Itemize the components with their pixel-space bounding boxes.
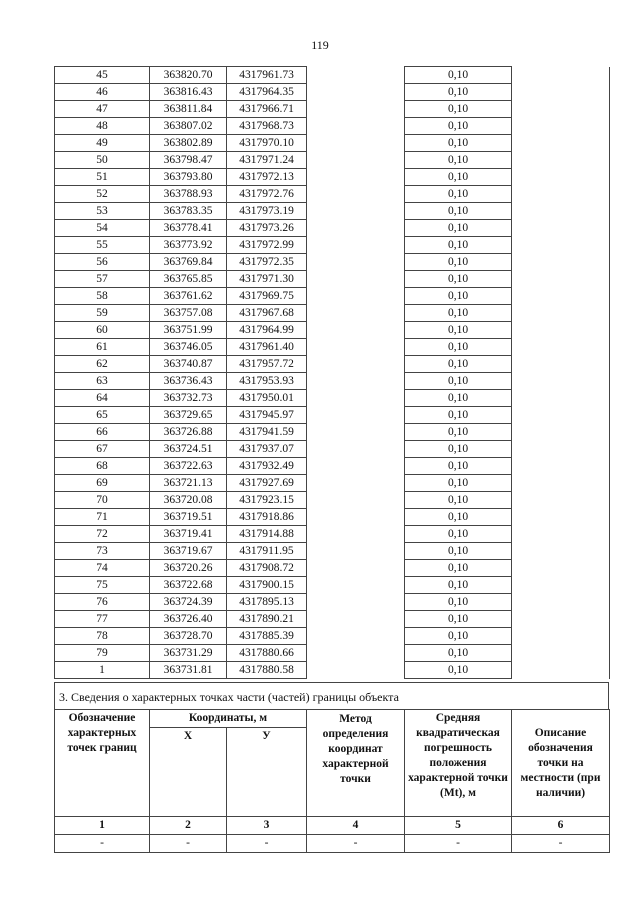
cell-y: 4317971.30 [227,271,307,288]
table-row [55,441,610,458]
cell-mt: 0,10 [405,475,512,492]
cell-y: 4317880.58 [227,662,307,679]
cell-empty [307,560,405,577]
cell-empty [307,594,405,611]
cell-mt: 0,10 [405,288,512,305]
cell-y: 4317950.01 [227,390,307,407]
table-row [55,254,610,271]
section-3-title: 3. Сведения о характерных точках части (частей) границы объекта [54,682,609,710]
cell-n: 54 [55,220,150,237]
cell-x: 363778.41 [150,220,227,237]
cell-empty [512,186,610,203]
cell-mt: 0,10 [405,101,512,118]
table-row [55,356,610,373]
cell-n: 48 [55,118,150,135]
cell-empty [512,288,610,305]
cell-empty [307,271,405,288]
cell-mt: 0,10 [405,373,512,390]
cell-empty [512,254,610,271]
cell-mt: 0,10 [405,407,512,424]
table-row [55,407,610,424]
cell-n: 68 [55,458,150,475]
cell-x: 363783.35 [150,203,227,220]
cell-mt: 0,10 [405,305,512,322]
cell-empty [307,169,405,186]
cell-empty [512,203,610,220]
cell-empty [307,492,405,509]
cell-n: 51 [55,169,150,186]
cell-empty [307,67,405,84]
cell-empty [512,220,610,237]
cell-empty [307,84,405,101]
cell-x: 363751.99 [150,322,227,339]
cell-mt: 0,10 [405,152,512,169]
cell-mt: 0,10 [405,543,512,560]
cell-empty [307,390,405,407]
col-number: 4 [307,817,405,835]
cell-empty [307,441,405,458]
table-row [55,424,610,441]
cell-x: 363726.88 [150,424,227,441]
cell-empty [307,220,405,237]
cell-y: 4317918.86 [227,509,307,526]
cell-x: 363726.40 [150,611,227,628]
cell-empty [512,305,610,322]
cell-empty [307,407,405,424]
cell-y: 4317900.15 [227,577,307,594]
cell-empty [512,84,610,101]
cell-empty [512,101,610,118]
cell-n: 75 [55,577,150,594]
cell-n: 70 [55,492,150,509]
table-row [55,220,610,237]
cell-mt: 0,10 [405,118,512,135]
cell-empty [307,118,405,135]
cell-x: 363807.02 [150,118,227,135]
table-row [55,118,610,135]
cell-mt: 0,10 [405,339,512,356]
cell-empty [512,373,610,390]
cell-x: 363802.89 [150,135,227,152]
table-row [55,458,610,475]
table-row [55,288,610,305]
table-row [55,135,610,152]
cell-x: 363765.85 [150,271,227,288]
cell-x: 363816.43 [150,84,227,101]
cell-x: 363719.51 [150,509,227,526]
cell-mt: 0,10 [405,169,512,186]
table-row [55,662,610,679]
cell-y: 4317967.68 [227,305,307,322]
cell-y: 4317908.72 [227,560,307,577]
cell-mt: 0,10 [405,611,512,628]
cell-empty [512,339,610,356]
cell-x: 363761.62 [150,288,227,305]
cell-n: 45 [55,67,150,84]
empty-cell: - [405,835,512,853]
cell-x: 363719.67 [150,543,227,560]
cell-y: 4317964.99 [227,322,307,339]
cell-empty [307,526,405,543]
cell-mt: 0,10 [405,594,512,611]
cell-x: 363722.63 [150,458,227,475]
col-number: 5 [405,817,512,835]
table-row [55,186,610,203]
cell-n: 61 [55,339,150,356]
cell-n: 50 [55,152,150,169]
cell-y: 4317932.49 [227,458,307,475]
cell-n: 69 [55,475,150,492]
col-number: 6 [512,817,610,835]
cell-x: 363732.73 [150,390,227,407]
section-3-table [54,709,610,853]
cell-mt: 0,10 [405,322,512,339]
cell-n: 66 [55,424,150,441]
header-coordinates: Координаты, м [150,710,307,728]
cell-empty [512,135,610,152]
table-row [55,492,610,509]
cell-n: 71 [55,509,150,526]
cell-mt: 0,10 [405,254,512,271]
cell-x: 363720.26 [150,560,227,577]
cell-n: 46 [55,84,150,101]
cell-x: 363731.81 [150,662,227,679]
cell-y: 4317973.26 [227,220,307,237]
header-description: Описание обозначения точки на местности (при наличии) [512,710,610,817]
table-row [55,577,610,594]
cell-empty [307,458,405,475]
cell-y: 4317953.93 [227,373,307,390]
cell-y: 4317911.95 [227,543,307,560]
cell-x: 363728.70 [150,628,227,645]
table-row [55,594,610,611]
cell-empty [512,492,610,509]
cell-n: 59 [55,305,150,322]
cell-empty [307,288,405,305]
cell-x: 363740.87 [150,356,227,373]
cell-empty [307,322,405,339]
cell-empty [512,322,610,339]
cell-y: 4317972.76 [227,186,307,203]
cell-empty [512,526,610,543]
cell-x: 363811.84 [150,101,227,118]
cell-y: 4317961.73 [227,67,307,84]
cell-y: 4317964.35 [227,84,307,101]
cell-x: 363769.84 [150,254,227,271]
cell-empty [307,475,405,492]
cell-empty [307,611,405,628]
cell-x: 363731.29 [150,645,227,662]
cell-y: 4317945.97 [227,407,307,424]
cell-empty [307,186,405,203]
cell-x: 363757.08 [150,305,227,322]
cell-mt: 0,10 [405,271,512,288]
cell-mt: 0,10 [405,84,512,101]
cell-mt: 0,10 [405,135,512,152]
cell-mt: 0,10 [405,220,512,237]
coordinates-table [54,66,610,679]
cell-x: 363793.80 [150,169,227,186]
table-row [55,509,610,526]
cell-empty [512,152,610,169]
cell-empty [512,577,610,594]
cell-y: 4317941.59 [227,424,307,441]
cell-n: 60 [55,322,150,339]
header-point-designation: Обозначение характерных точек границ [55,710,150,817]
cell-empty [512,509,610,526]
table-row [55,152,610,169]
cell-empty [512,356,610,373]
cell-empty [512,67,610,84]
cell-n: 73 [55,543,150,560]
cell-mt: 0,10 [405,577,512,594]
cell-empty [512,271,610,288]
cell-y: 4317970.10 [227,135,307,152]
table-row [55,373,610,390]
cell-empty [307,339,405,356]
table-row [55,305,610,322]
cell-x: 363724.39 [150,594,227,611]
table-row [55,203,610,220]
cell-mt: 0,10 [405,424,512,441]
cell-empty [307,662,405,679]
cell-mt: 0,10 [405,237,512,254]
cell-empty [307,628,405,645]
cell-mt: 0,10 [405,203,512,220]
cell-mt: 0,10 [405,186,512,203]
empty-cell: - [150,835,227,853]
cell-empty [512,560,610,577]
cell-y: 4317927.69 [227,475,307,492]
cell-y: 4317973.19 [227,203,307,220]
cell-mt: 0,10 [405,356,512,373]
cell-n: 65 [55,407,150,424]
cell-empty [512,390,610,407]
cell-empty [307,424,405,441]
cell-n: 72 [55,526,150,543]
header-x: Х [150,728,227,817]
cell-mt: 0,10 [405,67,512,84]
cell-y: 4317969.75 [227,288,307,305]
cell-n: 77 [55,611,150,628]
cell-n: 78 [55,628,150,645]
cell-x: 363724.51 [150,441,227,458]
cell-mt: 0,10 [405,509,512,526]
cell-mt: 0,10 [405,662,512,679]
table-row [55,339,610,356]
cell-x: 363746.05 [150,339,227,356]
cell-mt: 0,10 [405,560,512,577]
table-row [55,645,610,662]
table-row [55,271,610,288]
cell-x: 363720.08 [150,492,227,509]
cell-empty [512,424,610,441]
table-row [55,390,610,407]
cell-empty [512,237,610,254]
table-row [55,322,610,339]
cell-empty [307,373,405,390]
cell-empty [512,543,610,560]
cell-y: 4317961.40 [227,339,307,356]
cell-empty [512,407,610,424]
cell-mt: 0,10 [405,441,512,458]
cell-n: 49 [55,135,150,152]
table-row [55,237,610,254]
cell-mt: 0,10 [405,628,512,645]
cell-y: 4317972.13 [227,169,307,186]
cell-x: 363798.47 [150,152,227,169]
cell-y: 4317968.73 [227,118,307,135]
cell-empty [307,135,405,152]
table-row [55,84,610,101]
cell-empty [512,628,610,645]
cell-y: 4317914.88 [227,526,307,543]
table-row [55,543,610,560]
cell-y: 4317972.35 [227,254,307,271]
cell-empty [307,543,405,560]
cell-empty [512,611,610,628]
cell-empty [512,475,610,492]
cell-n: 53 [55,203,150,220]
cell-y: 4317890.21 [227,611,307,628]
cell-x: 363820.70 [150,67,227,84]
cell-empty [307,356,405,373]
table-row [55,628,610,645]
cell-x: 363722.68 [150,577,227,594]
cell-mt: 0,10 [405,645,512,662]
cell-empty [307,101,405,118]
page-number: 119 [311,38,329,52]
cell-empty [512,118,610,135]
table-row [55,101,610,118]
empty-cell: - [307,835,405,853]
cell-x: 363773.92 [150,237,227,254]
cell-n: 63 [55,373,150,390]
table-row [55,560,610,577]
table-row [55,475,610,492]
cell-x: 363721.13 [150,475,227,492]
header-method: Метод определения координат характерной точки [307,710,405,817]
cell-y: 4317885.39 [227,628,307,645]
cell-y: 4317937.07 [227,441,307,458]
cell-empty [307,152,405,169]
cell-x: 363788.93 [150,186,227,203]
cell-y: 4317972.99 [227,237,307,254]
cell-n: 47 [55,101,150,118]
cell-n: 1 [55,662,150,679]
cell-empty [512,594,610,611]
cell-empty [512,169,610,186]
table-row [55,169,610,186]
cell-n: 67 [55,441,150,458]
cell-x: 363736.43 [150,373,227,390]
cell-empty [512,645,610,662]
cell-n: 74 [55,560,150,577]
cell-empty [307,577,405,594]
cell-empty [307,237,405,254]
cell-mt: 0,10 [405,492,512,509]
col-number: 1 [55,817,150,835]
cell-empty [307,203,405,220]
header-mean-error: Средняя квадратическая погрешность положения характерной точки (Mt), м [405,710,512,817]
cell-n: 52 [55,186,150,203]
table-row [55,526,610,543]
cell-n: 76 [55,594,150,611]
cell-x: 363719.41 [150,526,227,543]
cell-n: 64 [55,390,150,407]
cell-n: 79 [55,645,150,662]
cell-empty [307,254,405,271]
empty-cell: - [55,835,150,853]
cell-y: 4317957.72 [227,356,307,373]
table-row [55,67,610,84]
cell-empty [512,441,610,458]
header-y: У [227,728,307,817]
empty-cell: - [512,835,610,853]
cell-mt: 0,10 [405,458,512,475]
cell-y: 4317895.13 [227,594,307,611]
table-row [55,611,610,628]
cell-y: 4317880.66 [227,645,307,662]
cell-mt: 0,10 [405,390,512,407]
col-number: 3 [227,817,307,835]
cell-y: 4317966.71 [227,101,307,118]
cell-n: 55 [55,237,150,254]
cell-mt: 0,10 [405,526,512,543]
cell-y: 4317971.24 [227,152,307,169]
cell-n: 56 [55,254,150,271]
cell-n: 62 [55,356,150,373]
cell-y: 4317923.15 [227,492,307,509]
col-number: 2 [150,817,227,835]
cell-empty [512,458,610,475]
cell-empty [512,662,610,679]
cell-empty [307,509,405,526]
cell-empty [307,645,405,662]
cell-empty [307,305,405,322]
cell-n: 57 [55,271,150,288]
cell-n: 58 [55,288,150,305]
cell-x: 363729.65 [150,407,227,424]
empty-cell: - [227,835,307,853]
